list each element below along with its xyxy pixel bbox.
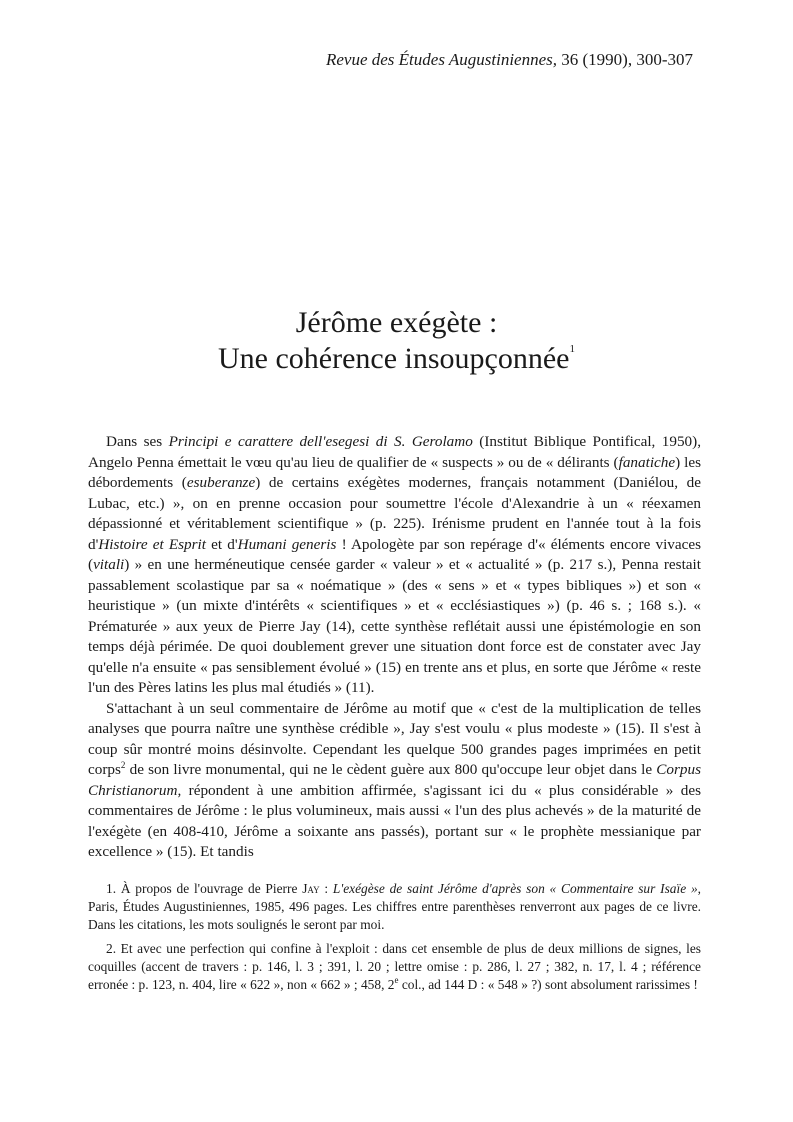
italic-run: Principi e carattere dell'esegesi di S. Gerolamo: [168, 433, 473, 450]
superscript-run: e: [394, 975, 399, 986]
footnote-2: [88, 940, 701, 995]
article-title: [100, 305, 693, 377]
italic-run: Humani generis: [237, 535, 337, 553]
italic-run: vitali: [93, 556, 125, 573]
journal-title: Revue des Études Augustiniennes,: [325, 50, 558, 69]
text-run: (Institut Biblique Pontifical, 1950), Angelo Penna émettait le vœu qu'au lieu de qualifier de « suspects » ou de « délirants (: [88, 433, 701, 471]
text-run: S'attachant à un seul commentaire de Jérôme au motif que « c'est de la multiplication de telles analyses que pourra naître une synthèse crédible », Jay s'est voulu « plus modeste » (15). Il s'est à coup sûr montré moins désinvolte. Cependant les quelque 500 grandes pages imprimées en petit corps: [88, 699, 701, 778]
title-line-1: Jérôme exégète :: [295, 306, 498, 340]
text-run: col., ad 144 D : « 548 » ?) sont absolument rarissimes !: [398, 977, 698, 993]
text-run: de son livre monumental, qui ne le cèdent guère aux 800 qu'occupe leur objet dans le: [125, 761, 657, 778]
italic-run: esuberanze: [186, 474, 256, 491]
footnote-1: [88, 880, 701, 935]
text-run: ) » en une herméneutique censée garder « valeur » et « actualité » (p. 217 s.), Penna restait passablement scolastique par sa « noématique » (des « sens » et « types bibliques ») et son « heuristique » (un mixte d'intérêts « scientifiques » et « ecclésiastiques ») (p. 46 s. ; 168 s.). « Prématurée » aux yeux de Pierre Jay (14), cette synthèse reflétait aussi une épistémologie en son temps déjà périmée. De quoi doublement grever une situation dont force est de constater avec Jay qu'elle n'a ensuite « pas sensiblement évolué » (15) en trente ans et plus, en sorte que Jérôme « reste l'un des Pères latins les plus mal étudiés » (11).: [88, 556, 701, 696]
small-caps-run: Jay: [302, 881, 320, 896]
text-run: 2. Et avec une perfection qui confine à l'exploit : dans cet ensemble de plus de deux millions de signes, les coquilles (accent de travers : p. 146, l. 3 ; 391, l. 20 ; lettre omise : p. 286, l. 27 ; 382, n. 17, l. 4 ; référence erronée : p. 123, n. 404, lire « 622 », non « 662 » ; 458, 2: [88, 940, 701, 993]
paragraph-1: [88, 432, 701, 699]
text-run: ) les débordements (: [88, 453, 701, 491]
title-line-2: Une cohérence insoupçonnée: [217, 342, 570, 376]
text-run: , Paris, Études Augustiniennes, 1985, 496 pages. Les chiffres entre parenthèses renverront aux pages de ce livre. Dans les citations, les mots soulignés le seront par moi.: [88, 881, 702, 933]
text-run: Dans ses: [106, 433, 169, 450]
text-run: répondent à une ambition affirmée, s'agissant ici du « plus considérable » des commentaires de Jérôme : le plus volumineux, mais aussi « l'un des plus achevés » de la maturité de l'exégète (en 408-410, Jérôme a soixante ans passés), portant sur « le prophète messianique par excellence » (15). Et tandis: [88, 781, 701, 860]
title-footnote-ref: 1: [569, 343, 575, 356]
text-run: et d': [205, 535, 238, 553]
footnotes: [88, 880, 701, 999]
text-run: ! Apologète par son repérage d'« éléments encore vivaces (: [88, 535, 702, 573]
italic-run: Corpus Christianorum,: [88, 761, 701, 799]
text-run: :: [319, 881, 333, 896]
paragraph-2: [88, 699, 701, 863]
journal-citation: 36 (1990), 300-307: [557, 50, 693, 69]
italic-run: Histoire et Esprit: [98, 535, 206, 553]
text-run: 1. À propos de l'ouvrage de Pierre: [106, 881, 303, 896]
italic-run: L'exégèse de saint Jérôme d'après son « Commentaire sur Isaïe »: [332, 881, 698, 896]
running-header: [326, 50, 693, 70]
italic-run: fanatiche: [618, 453, 676, 471]
text-run: ) de certains exégètes modernes, français notamment (Daniélou, de Lubac, etc.) », on en prenne occasion pour soumettre l'école d'Alexandrie à un « réexamen dépassionné et véritablement scientifique » (p. 225). Irénisme prudent en l'année tout à la fois d': [88, 474, 701, 553]
article-body: [88, 432, 701, 863]
superscript-run: 2: [120, 760, 126, 770]
